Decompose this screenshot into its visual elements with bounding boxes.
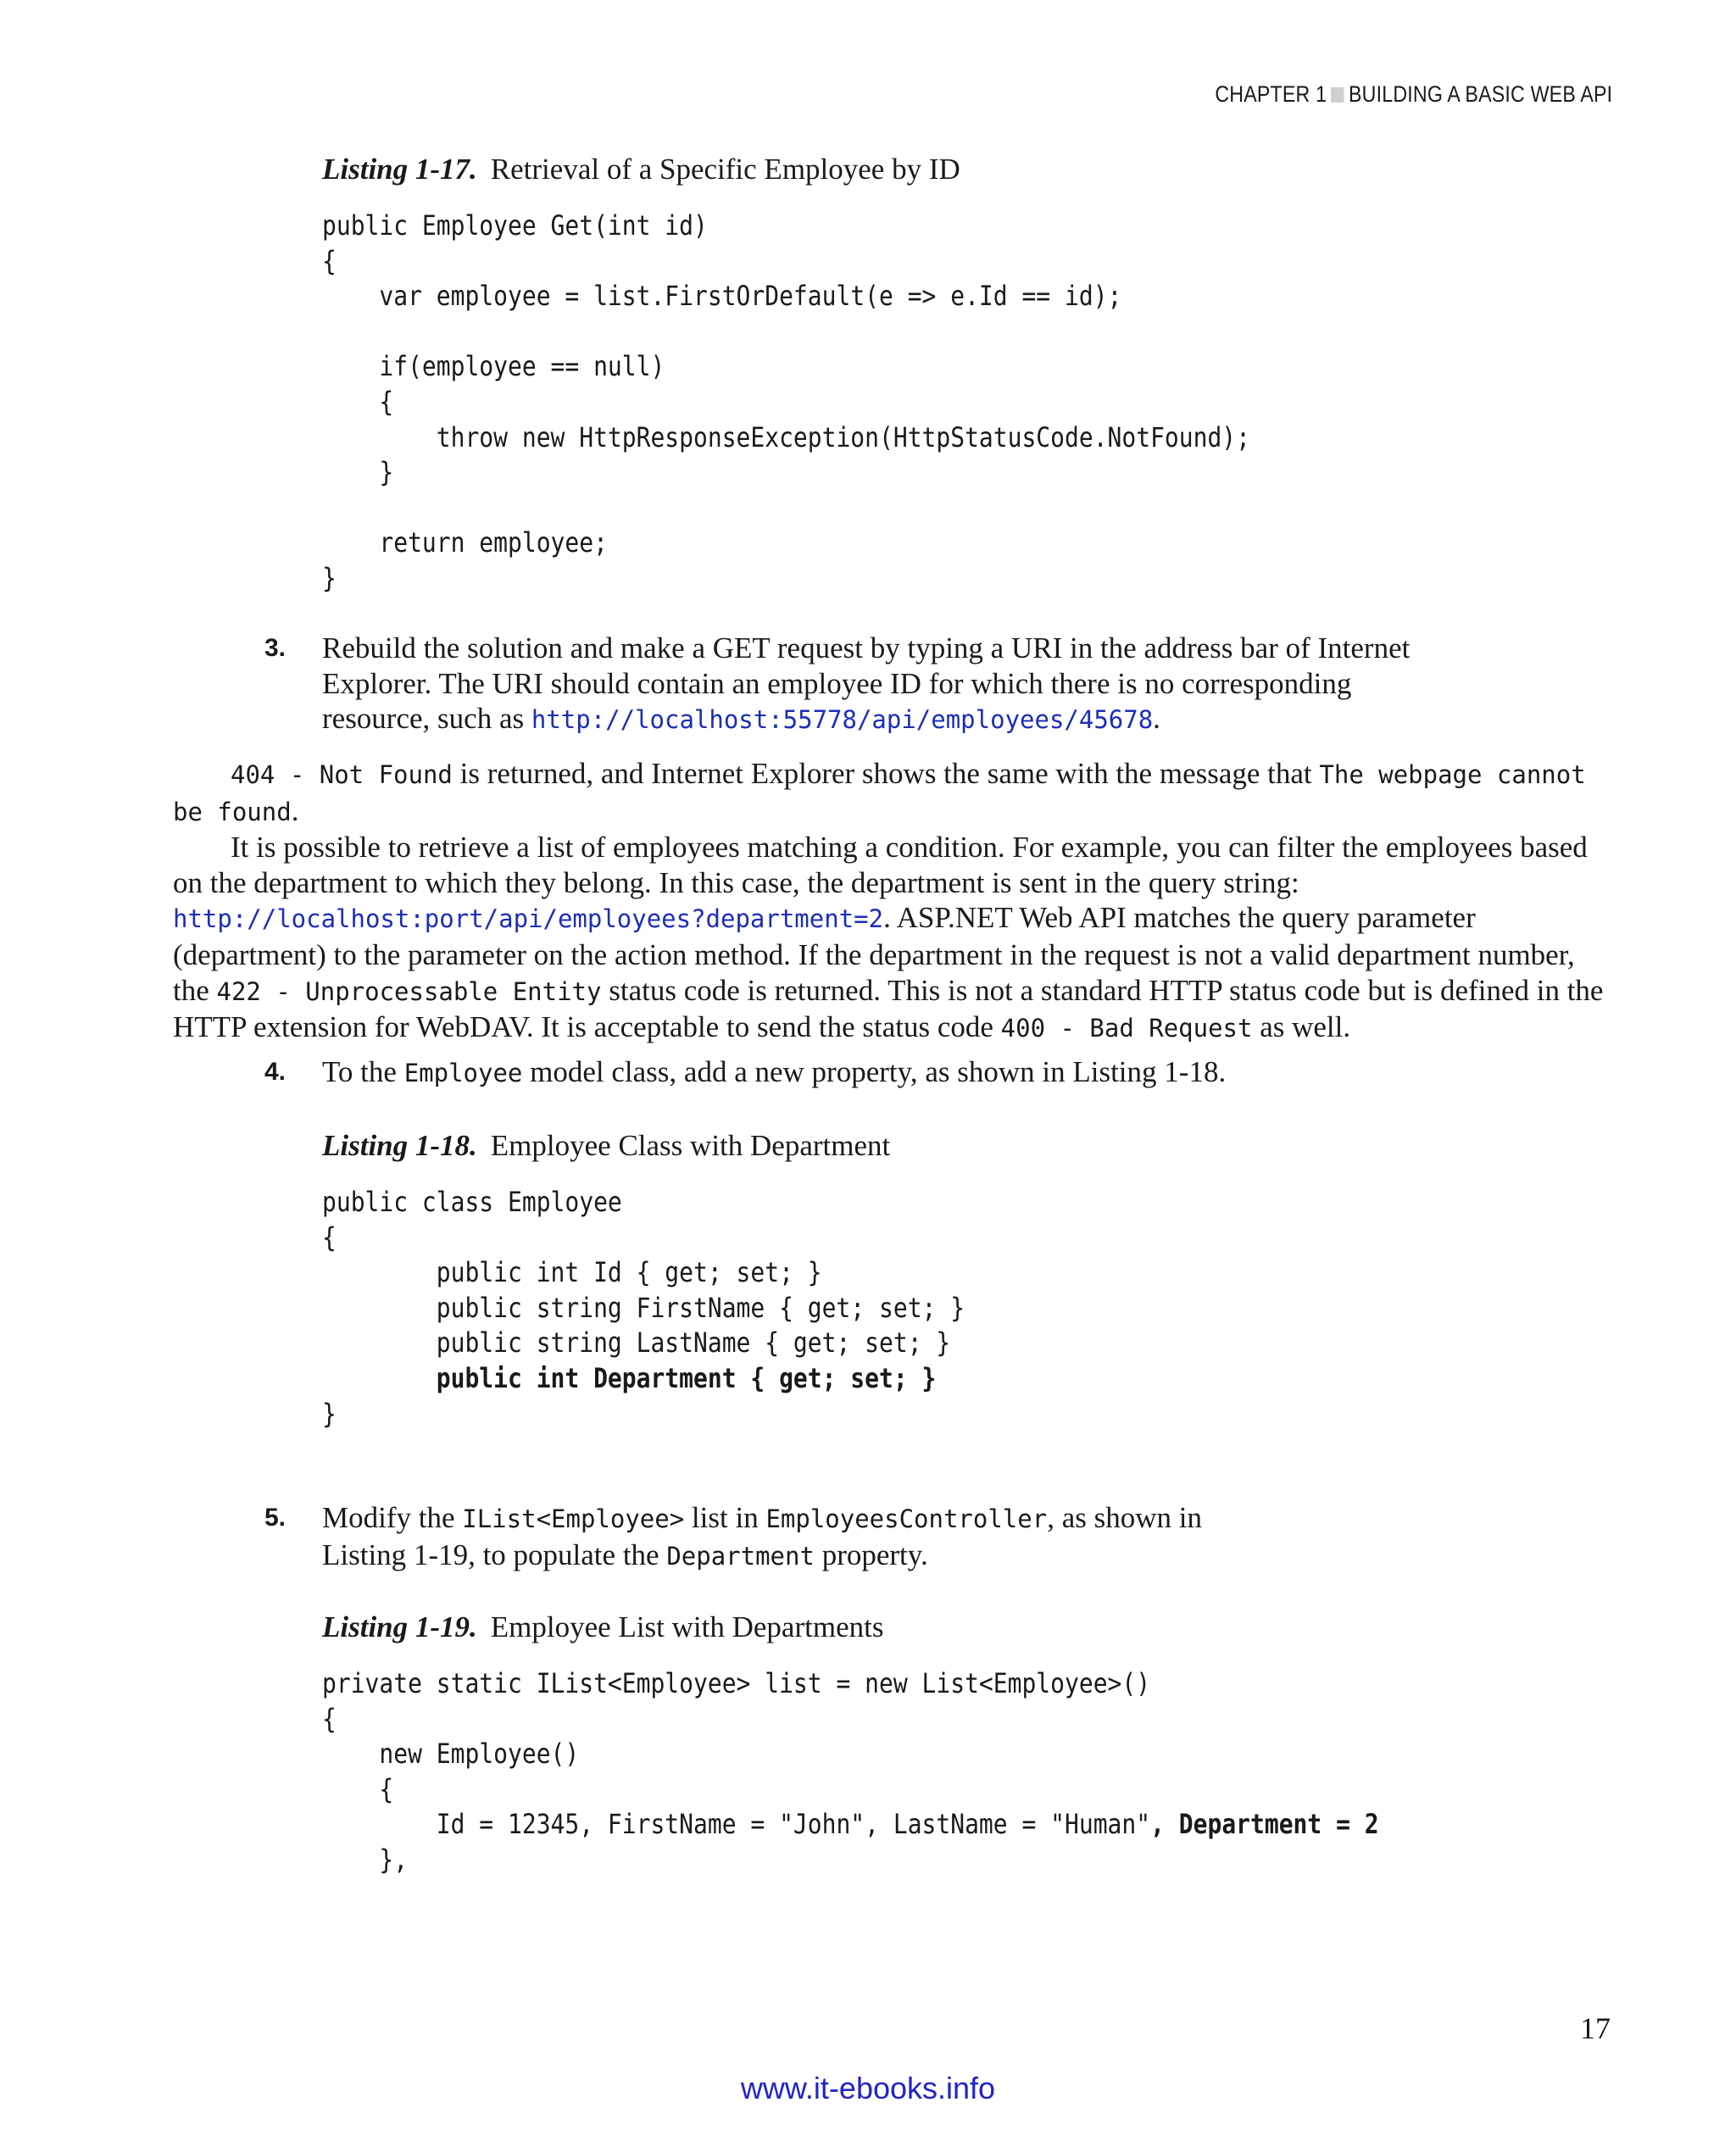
- step-body: model class, add a new property, as shown in Listing 1-18.: [522, 1055, 1227, 1088]
- inline-code: IList<Employee>: [462, 1504, 685, 1533]
- listing-1-19-code: [322, 1666, 1379, 1878]
- step-5: [264, 1500, 1434, 1574]
- footer-website-link[interactable]: www.it-ebooks.info: [740, 2071, 996, 2105]
- inline-code: Department: [666, 1541, 815, 1571]
- step-body: To the: [322, 1055, 404, 1088]
- step-body: Modify the: [322, 1501, 463, 1534]
- listing-1-19-caption: [322, 1610, 883, 1644]
- paragraph-text: .: [291, 793, 299, 827]
- paragraph-text: It is possible to retrieve a list of employees matching a condition. For example, you can filter the employees based on the department to which they belong. In this case, the department is sent in the query string:: [173, 831, 1588, 899]
- inline-code: 422 - Unprocessable Entity: [216, 976, 602, 1006]
- code-lines: },: [379, 1843, 409, 1876]
- paragraph-not-found: [173, 756, 1607, 830]
- separator-square-icon: [1331, 87, 1344, 103]
- paragraph-text: status code is returned. This is not a standard HTTP status code but is defined in the HTTP extension for WebDAV. It is acceptable to send the status code: [173, 973, 1604, 1044]
- query-uri-link[interactable]: http://localhost:port/api/employees?department=2: [173, 904, 884, 934]
- example-uri-link[interactable]: http://localhost:55778/api/employees/45678: [531, 705, 1154, 735]
- listing-1-18-caption: [322, 1129, 890, 1163]
- step-text: [322, 1500, 1255, 1574]
- listing-number: Listing 1-18.: [322, 1129, 477, 1162]
- running-header: [1215, 81, 1612, 108]
- listing-title: Retrieval of a Specific Employee by ID: [490, 153, 960, 186]
- inline-code: EmployeesController: [765, 1504, 1048, 1533]
- listing-number: Listing 1-19.: [322, 1610, 477, 1643]
- listing-1-17-caption: [322, 153, 960, 186]
- step-number: 3.: [264, 634, 287, 662]
- step-number: 5.: [264, 1504, 287, 1532]
- inline-code: Employee: [403, 1059, 523, 1087]
- paragraph-text: . ASP.NET Web API matches the query parameter (department) to the parameter on the action method. If the department in the request is not a valid department number, the: [173, 901, 1575, 1007]
- step-body: list in: [684, 1501, 766, 1534]
- step-body: , as shown in Listing 1-19, to populate the: [322, 1501, 1202, 1571]
- step-text: [322, 1054, 1434, 1092]
- listing-number: Listing 1-17.: [322, 153, 477, 186]
- chapter-title: BUILDING A BASIC WEB API: [1348, 81, 1612, 107]
- step-end: .: [1153, 702, 1160, 736]
- code-lines: }: [322, 1398, 337, 1430]
- body-paragraphs: [173, 756, 1607, 1047]
- listing-1-17-code: public Employee Get(int id) { var employee = list.FirstOrDefault(e => e.Id == id); if(employee == null) { throw new HttpResponseException(HttpStatusCode.NotFound); } return employee; }: [322, 210, 1251, 594]
- step-number: 4.: [264, 1058, 287, 1086]
- step-text: [322, 631, 1434, 738]
- paragraph-text: is returned, and Internet Explorer shows the same with the message that: [452, 757, 1320, 790]
- step-3: [264, 631, 1434, 738]
- code-lines: public class Employee { public int Id { get; set; } public string FirstName { get; set; } public string LastName { get; set; }: [322, 1187, 965, 1360]
- listing-title: Employee List with Departments: [490, 1610, 884, 1643]
- paragraph-department-filter: [173, 830, 1607, 1047]
- listing-1-18-code: [322, 1185, 965, 1432]
- listing-title: Employee Class with Department: [490, 1129, 891, 1162]
- step-body: Rebuild the solution and make a GET request by typing a URI in the address bar of Internet Explorer. The URI should contain an employee ID for which there is no corresponding resource, such as: [322, 631, 1410, 736]
- chapter-label: CHAPTER 1: [1215, 81, 1327, 107]
- step-body: property.: [814, 1538, 928, 1571]
- step-4: [264, 1054, 1434, 1092]
- code-bold-fragment: , Department = 2: [1150, 1809, 1379, 1841]
- inline-code: 400 - Bad Request: [1000, 1014, 1253, 1043]
- page-number: 17: [1580, 2011, 1611, 2045]
- inline-code: The webpage cannot be found: [173, 760, 1586, 826]
- inline-code: 404 - Not Found: [231, 760, 453, 789]
- paragraph-text: as well.: [1252, 1010, 1351, 1044]
- code-bold-line: public int Department { get; set; }: [322, 1362, 937, 1394]
- code-lines: private static IList<Employee> list = new List<Employee>() { new Employee() { Id = 12345, FirstName = "John", LastName = "Human": [322, 1668, 1151, 1841]
